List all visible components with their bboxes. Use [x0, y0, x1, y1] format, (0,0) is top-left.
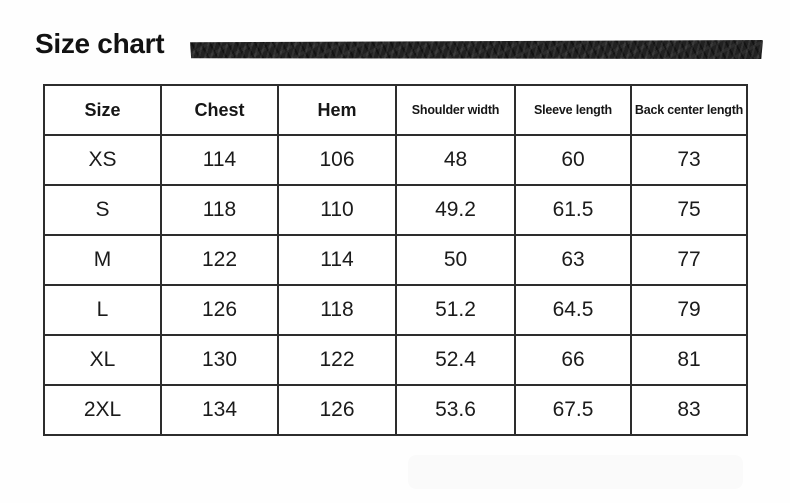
row-size-label: XS — [44, 135, 161, 185]
table-cell: 130 — [161, 335, 278, 385]
table-cell: 53.6 — [396, 385, 515, 435]
table-cell: 126 — [278, 385, 396, 435]
table-cell: 118 — [161, 185, 278, 235]
row-size-label: 2XL — [44, 385, 161, 435]
size-chart-table — [43, 84, 748, 436]
table-cell: 50 — [396, 235, 515, 285]
table-cell: 48 — [396, 135, 515, 185]
table-cell: 75 — [631, 185, 747, 235]
table-cell: 114 — [278, 235, 396, 285]
table-cell: 122 — [278, 335, 396, 385]
table-cell: 52.4 — [396, 335, 515, 385]
table-cell: 126 — [161, 285, 278, 335]
table-cell: 110 — [278, 185, 396, 235]
row-size-label: S — [44, 185, 161, 235]
row-size-label: M — [44, 235, 161, 285]
faint-watermark-smudge — [408, 455, 743, 489]
table-cell: 118 — [278, 285, 396, 335]
header-shoulder-width: Shoulder width — [396, 85, 515, 135]
table-row-m — [44, 235, 747, 285]
table-cell: 60 — [515, 135, 631, 185]
table-cell: 122 — [161, 235, 278, 285]
table-cell: 67.5 — [515, 385, 631, 435]
table-row-xl — [44, 335, 747, 385]
table-cell: 73 — [631, 135, 747, 185]
row-size-label: L — [44, 285, 161, 335]
table-row-2xl — [44, 385, 747, 435]
header-size: Size — [44, 85, 161, 135]
table-header-row — [44, 85, 747, 135]
table-row-l — [44, 285, 747, 335]
header-chest: Chest — [161, 85, 278, 135]
page-title: Size chart — [35, 28, 165, 59]
brush-stroke-decoration — [190, 40, 763, 59]
header-hem: Hem — [278, 85, 396, 135]
header-back-center-length: Back center length — [631, 85, 747, 135]
table-row-xs — [44, 135, 747, 185]
table-cell: 81 — [631, 335, 747, 385]
row-size-label: XL — [44, 335, 161, 385]
table-cell: 83 — [631, 385, 747, 435]
table-row-s — [44, 185, 747, 235]
table-cell: 66 — [515, 335, 631, 385]
header-sleeve-length: Sleeve length — [515, 85, 631, 135]
table-cell: 51.2 — [396, 285, 515, 335]
table-cell: 49.2 — [396, 185, 515, 235]
table-cell: 79 — [631, 285, 747, 335]
table-cell: 77 — [631, 235, 747, 285]
table-cell: 61.5 — [515, 185, 631, 235]
table-cell: 106 — [278, 135, 396, 185]
table-cell: 64.5 — [515, 285, 631, 335]
table-cell: 134 — [161, 385, 278, 435]
table-cell: 114 — [161, 135, 278, 185]
table-cell: 63 — [515, 235, 631, 285]
